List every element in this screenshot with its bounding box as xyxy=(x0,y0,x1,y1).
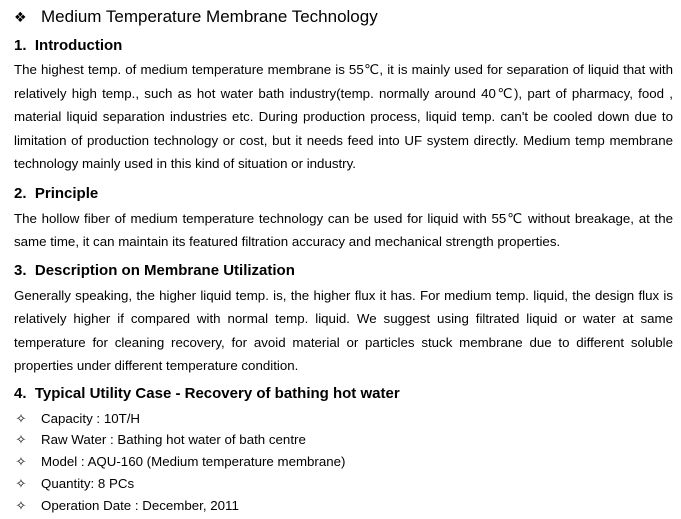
section-number: 4. xyxy=(14,384,27,402)
list-item-quantity xyxy=(14,473,673,495)
four-point-star-icon: ✧ xyxy=(15,454,27,470)
section-heading-text: Description on Membrane Utilization xyxy=(34,261,295,279)
four-point-star-icon: ✧ xyxy=(15,410,27,426)
section-heading-introduction xyxy=(14,36,673,56)
section-paragraph-introduction: The highest temp. of medium temperature membrane is 55℃, it is mainly used for separation of liquid that with relatively high temp., such as hot water bath industry(temp. normally around 40℃), part of pharmacy, food , material liquid separation industries etc. During production process, liquid temp. can't be cooled down due to limitation of production technology or cost, but it needs feed into UF system directly. Medium temp membrane technology mainly used in this kind of situation or industry. xyxy=(14,62,673,171)
section-paragraph-membrane-utilization: Generally speaking, the higher liquid temp. is, the higher flux it has. For medium temp. liquid, the design flux is relatively higher if compared with normal temp. liquid. We suggest using filtrated liquid or water at same temperature for cleaning recovery, for avoid material or particles stuck membrane due to different soluble properties under different temperature condition. xyxy=(14,287,673,373)
document-title xyxy=(14,6,673,28)
list-item-text: Model : AQU-160 (Medium temperature membrane) xyxy=(41,454,346,470)
document-page xyxy=(0,6,681,519)
list-item-text: Capacity : 10T/H xyxy=(41,410,141,426)
section-heading-utility-case xyxy=(14,384,673,404)
section-heading-principle xyxy=(14,184,673,204)
list-item-raw-water xyxy=(14,429,673,451)
four-point-star-icon: ✧ xyxy=(15,497,27,513)
list-item-text: Operation Date : December, 2011 xyxy=(41,497,239,513)
diamond-bullet-icon: ❖ xyxy=(14,9,27,25)
section-heading-text: Principle xyxy=(34,184,99,202)
section-heading-membrane-utilization xyxy=(14,261,673,281)
section-heading-text: Typical Utility Case - Recovery of bathing hot water xyxy=(34,384,400,402)
section-number: 1. xyxy=(14,37,27,54)
list-item-text: Raw Water : Bathing hot water of bath centre xyxy=(41,432,306,448)
section-number: 3. xyxy=(14,261,27,279)
document-title-text: Medium Temperature Membrane Technology xyxy=(41,7,378,26)
list-item-model xyxy=(14,451,673,473)
list-item-text: Quantity: 8 PCs xyxy=(41,475,135,491)
utility-case-list xyxy=(14,408,673,517)
four-point-star-icon: ✧ xyxy=(15,475,27,491)
section-paragraph-principle: The hollow fiber of medium temperature technology can be used for liquid with 55℃ without breakage, at the same time, it can maintain its featured filtration accuracy and mechanical strength properties. xyxy=(14,210,673,249)
section-number: 2. xyxy=(14,184,27,202)
section-heading-text: Introduction xyxy=(34,37,123,54)
list-item-operation-date xyxy=(14,495,673,517)
four-point-star-icon: ✧ xyxy=(15,432,27,448)
list-item-capacity xyxy=(14,408,673,430)
